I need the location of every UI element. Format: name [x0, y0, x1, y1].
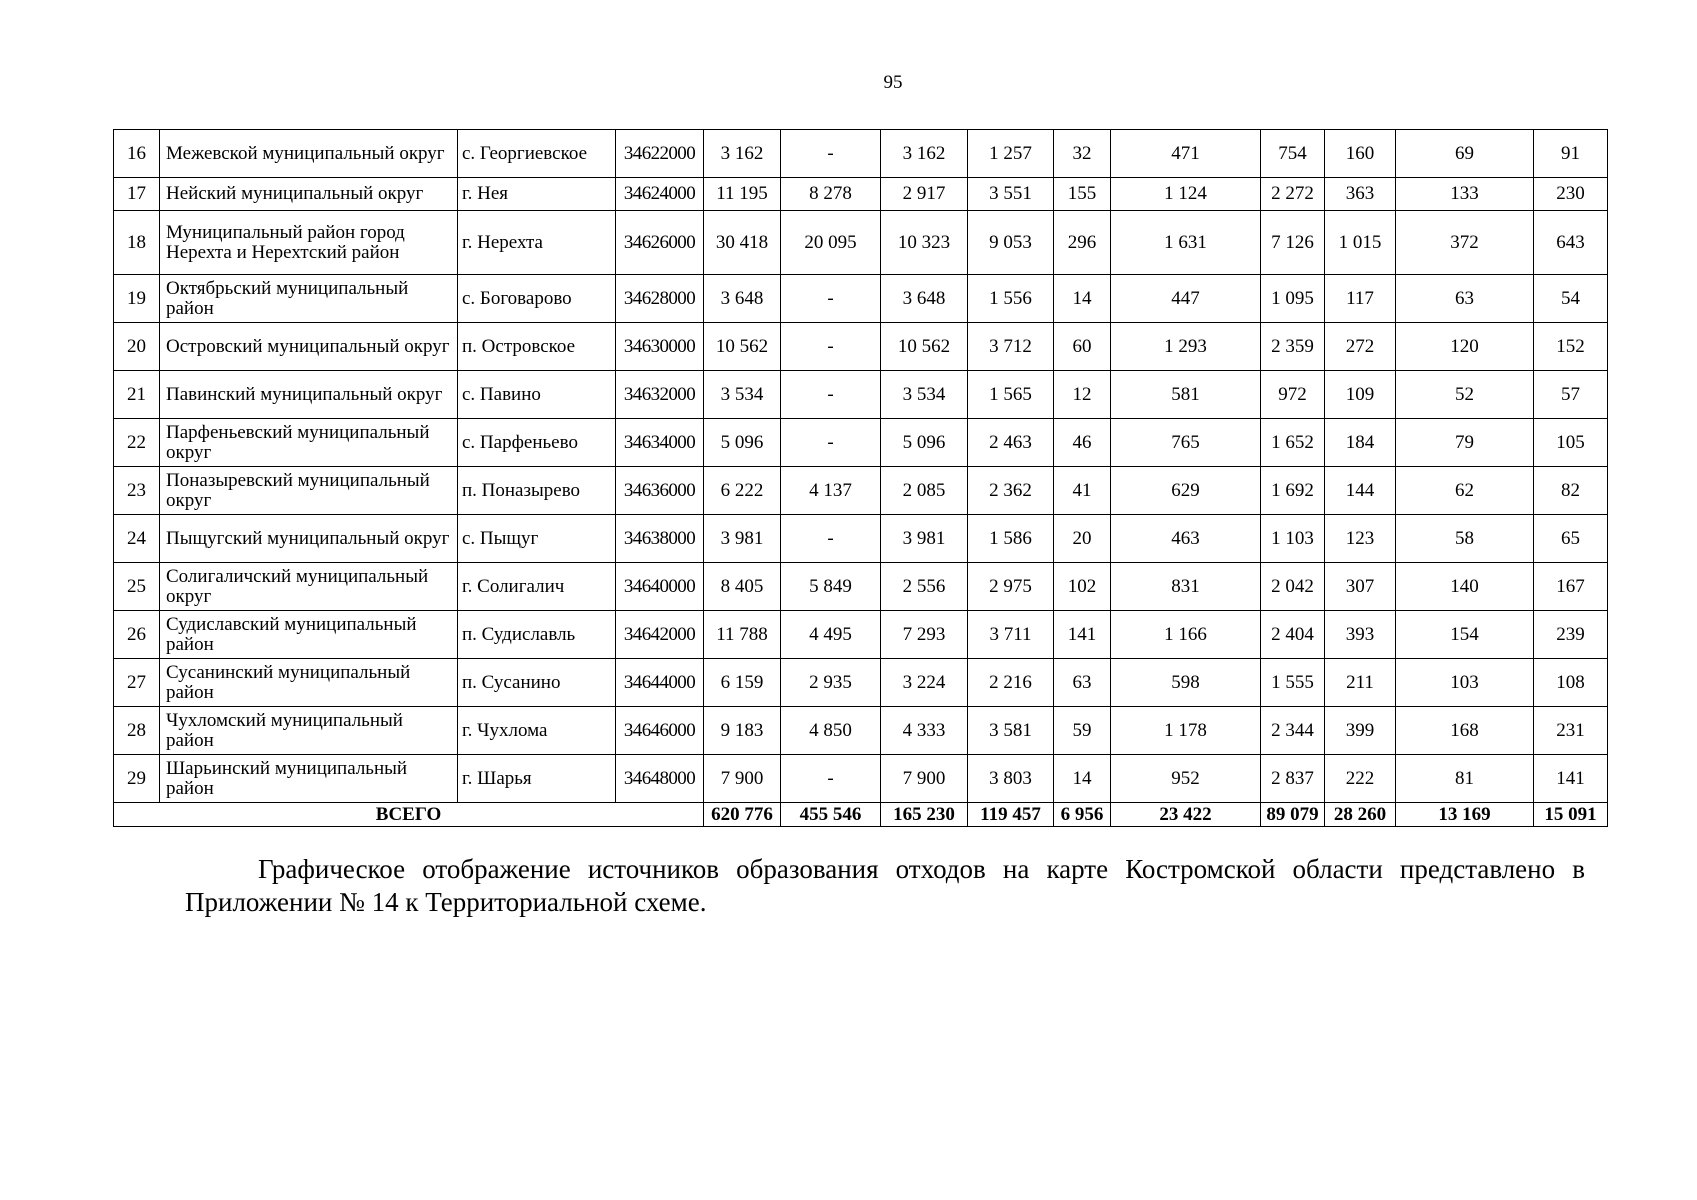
oktmo-code-cell: 34634000	[616, 419, 704, 467]
total-value-cell: 89 079	[1261, 803, 1325, 827]
total-value-cell: 165 230	[881, 803, 968, 827]
value-cell: 211	[1325, 659, 1396, 707]
value-cell: 831	[1111, 563, 1261, 611]
value-cell: 952	[1111, 755, 1261, 803]
value-cell: 7 900	[704, 755, 781, 803]
row-number-cell: 21	[114, 371, 160, 419]
value-cell: 11 788	[704, 611, 781, 659]
value-cell: 105	[1534, 419, 1608, 467]
total-value-cell: 15 091	[1534, 803, 1608, 827]
row-number-cell: 24	[114, 515, 160, 563]
row-number-cell: 17	[114, 178, 160, 211]
total-value-cell: 119 457	[968, 803, 1054, 827]
admin-center-cell: с. Боговарово	[458, 275, 616, 323]
value-cell: 3 981	[704, 515, 781, 563]
table-row	[114, 275, 1608, 323]
value-cell: 8 278	[781, 178, 881, 211]
value-cell: 1 692	[1261, 467, 1325, 515]
admin-center-cell: п. Островское	[458, 323, 616, 371]
municipality-name-cell: Муниципальный район город Нерехта и Нерехтский район	[160, 211, 458, 275]
value-cell: 133	[1396, 178, 1534, 211]
value-cell: 5 849	[781, 563, 881, 611]
value-cell: 1 015	[1325, 211, 1396, 275]
value-cell: 1 293	[1111, 323, 1261, 371]
value-cell: 7 126	[1261, 211, 1325, 275]
value-cell: 3 981	[881, 515, 968, 563]
municipality-name-cell: Судиславский муниципальный район	[160, 611, 458, 659]
value-cell: 372	[1396, 211, 1534, 275]
value-cell: 20 095	[781, 211, 881, 275]
value-cell: 2 216	[968, 659, 1054, 707]
value-cell: 2 404	[1261, 611, 1325, 659]
value-cell: 296	[1054, 211, 1111, 275]
oktmo-code-cell: 34630000	[616, 323, 704, 371]
value-cell: 1 556	[968, 275, 1054, 323]
value-cell: 46	[1054, 419, 1111, 467]
value-cell: 69	[1396, 130, 1534, 178]
value-cell: 20	[1054, 515, 1111, 563]
footer-text: Графическое отображение источников образования отходов на карте Костромской области представлено в Приложении № 14 к Территориальной схеме.	[185, 854, 1585, 917]
value-cell: 11 195	[704, 178, 781, 211]
oktmo-code-cell: 34632000	[616, 371, 704, 419]
admin-center-cell: г. Солигалич	[458, 563, 616, 611]
value-cell: 30 418	[704, 211, 781, 275]
value-cell: 2 344	[1261, 707, 1325, 755]
value-cell: 8 405	[704, 563, 781, 611]
table-row	[114, 659, 1608, 707]
value-cell: 471	[1111, 130, 1261, 178]
row-number-cell: 25	[114, 563, 160, 611]
table-row	[114, 419, 1608, 467]
value-cell: 2 272	[1261, 178, 1325, 211]
value-cell: 363	[1325, 178, 1396, 211]
value-cell: 91	[1534, 130, 1608, 178]
total-label: ВСЕГО	[114, 803, 704, 827]
value-cell: 63	[1396, 275, 1534, 323]
value-cell: 14	[1054, 755, 1111, 803]
value-cell: 14	[1054, 275, 1111, 323]
municipality-name-cell: Поназыревский муниципальный округ	[160, 467, 458, 515]
value-cell: 10 562	[704, 323, 781, 371]
value-cell: 152	[1534, 323, 1608, 371]
value-cell: 82	[1534, 467, 1608, 515]
value-cell: 7 293	[881, 611, 968, 659]
value-cell: 9 053	[968, 211, 1054, 275]
value-cell: 120	[1396, 323, 1534, 371]
oktmo-code-cell: 34622000	[616, 130, 704, 178]
value-cell: 109	[1325, 371, 1396, 419]
value-cell: 598	[1111, 659, 1261, 707]
total-value-cell: 13 169	[1396, 803, 1534, 827]
value-cell: 4 850	[781, 707, 881, 755]
value-cell: 2 042	[1261, 563, 1325, 611]
value-cell: 141	[1534, 755, 1608, 803]
value-cell: -	[781, 275, 881, 323]
row-number-cell: 22	[114, 419, 160, 467]
row-number-cell: 29	[114, 755, 160, 803]
page-number: 95	[883, 72, 903, 93]
row-number-cell: 20	[114, 323, 160, 371]
value-cell: 117	[1325, 275, 1396, 323]
value-cell: 41	[1054, 467, 1111, 515]
value-cell: 1 103	[1261, 515, 1325, 563]
admin-center-cell: г. Нея	[458, 178, 616, 211]
value-cell: 3 224	[881, 659, 968, 707]
value-cell: 62	[1396, 467, 1534, 515]
value-cell: 3 534	[704, 371, 781, 419]
value-cell: 9 183	[704, 707, 781, 755]
value-cell: 5 096	[881, 419, 968, 467]
oktmo-code-cell: 34640000	[616, 563, 704, 611]
municipality-name-cell: Межевской муниципальный округ	[160, 130, 458, 178]
value-cell: 2 935	[781, 659, 881, 707]
value-cell: 168	[1396, 707, 1534, 755]
municipality-name-cell: Чухломский муниципальный район	[160, 707, 458, 755]
admin-center-cell: п. Судиславль	[458, 611, 616, 659]
value-cell: -	[781, 755, 881, 803]
value-cell: 1 586	[968, 515, 1054, 563]
oktmo-code-cell: 34624000	[616, 178, 704, 211]
value-cell: -	[781, 371, 881, 419]
value-cell: 3 551	[968, 178, 1054, 211]
value-cell: 1 565	[968, 371, 1054, 419]
value-cell: 581	[1111, 371, 1261, 419]
total-row	[114, 803, 1608, 827]
value-cell: 231	[1534, 707, 1608, 755]
table-row	[114, 563, 1608, 611]
municipality-name-cell: Солигаличский муниципальный округ	[160, 563, 458, 611]
total-value-cell: 620 776	[704, 803, 781, 827]
value-cell: 81	[1396, 755, 1534, 803]
table-row	[114, 755, 1608, 803]
value-cell: 2 975	[968, 563, 1054, 611]
row-number-cell: 26	[114, 611, 160, 659]
value-cell: 59	[1054, 707, 1111, 755]
table-row	[114, 371, 1608, 419]
value-cell: -	[781, 515, 881, 563]
value-cell: 79	[1396, 419, 1534, 467]
value-cell: 12	[1054, 371, 1111, 419]
value-cell: 102	[1054, 563, 1111, 611]
admin-center-cell: с. Парфеньево	[458, 419, 616, 467]
table-row	[114, 211, 1608, 275]
value-cell: 1 555	[1261, 659, 1325, 707]
value-cell: 1 166	[1111, 611, 1261, 659]
value-cell: 154	[1396, 611, 1534, 659]
value-cell: 108	[1534, 659, 1608, 707]
value-cell: 463	[1111, 515, 1261, 563]
row-number-cell: 16	[114, 130, 160, 178]
value-cell: 5 096	[704, 419, 781, 467]
municipality-name-cell: Шарьинский муниципальный район	[160, 755, 458, 803]
admin-center-cell: с. Пыщуг	[458, 515, 616, 563]
value-cell: 1 178	[1111, 707, 1261, 755]
value-cell: 1 095	[1261, 275, 1325, 323]
value-cell: 123	[1325, 515, 1396, 563]
value-cell: 58	[1396, 515, 1534, 563]
row-number-cell: 23	[114, 467, 160, 515]
value-cell: 3 648	[881, 275, 968, 323]
value-cell: 1 124	[1111, 178, 1261, 211]
value-cell: 32	[1054, 130, 1111, 178]
value-cell: 754	[1261, 130, 1325, 178]
value-cell: 57	[1534, 371, 1608, 419]
row-number-cell: 18	[114, 211, 160, 275]
value-cell: 222	[1325, 755, 1396, 803]
oktmo-code-cell: 34642000	[616, 611, 704, 659]
municipality-name-cell: Островский муниципальный округ	[160, 323, 458, 371]
total-value-cell: 455 546	[781, 803, 881, 827]
oktmo-code-cell: 34636000	[616, 467, 704, 515]
admin-center-cell: с. Георгиевское	[458, 130, 616, 178]
value-cell: 3 712	[968, 323, 1054, 371]
admin-center-cell: г. Шарья	[458, 755, 616, 803]
value-cell: 52	[1396, 371, 1534, 419]
value-cell: 7 900	[881, 755, 968, 803]
oktmo-code-cell: 34628000	[616, 275, 704, 323]
footer-paragraph	[185, 853, 1585, 919]
value-cell: 629	[1111, 467, 1261, 515]
value-cell: 4 495	[781, 611, 881, 659]
value-cell: 643	[1534, 211, 1608, 275]
row-number-cell: 28	[114, 707, 160, 755]
value-cell: 140	[1396, 563, 1534, 611]
municipality-name-cell: Нейский муниципальный округ	[160, 178, 458, 211]
row-number-cell: 27	[114, 659, 160, 707]
oktmo-code-cell: 34638000	[616, 515, 704, 563]
value-cell: 3 648	[704, 275, 781, 323]
admin-center-cell: п. Сусанино	[458, 659, 616, 707]
value-cell: 4 137	[781, 467, 881, 515]
value-cell: 184	[1325, 419, 1396, 467]
value-cell: 4 333	[881, 707, 968, 755]
value-cell: 141	[1054, 611, 1111, 659]
value-cell: 447	[1111, 275, 1261, 323]
value-cell: 307	[1325, 563, 1396, 611]
value-cell: 10 323	[881, 211, 968, 275]
admin-center-cell: с. Павино	[458, 371, 616, 419]
municipality-name-cell: Парфеньевский муниципальный округ	[160, 419, 458, 467]
value-cell: 63	[1054, 659, 1111, 707]
value-cell: 972	[1261, 371, 1325, 419]
value-cell: -	[781, 130, 881, 178]
municipality-name-cell: Сусанинский муниципальный район	[160, 659, 458, 707]
value-cell: 10 562	[881, 323, 968, 371]
value-cell: 2 837	[1261, 755, 1325, 803]
waste-sources-table	[113, 129, 1608, 827]
value-cell: 3 534	[881, 371, 968, 419]
table-row	[114, 515, 1608, 563]
value-cell: 144	[1325, 467, 1396, 515]
total-value-cell: 28 260	[1325, 803, 1396, 827]
value-cell: 6 222	[704, 467, 781, 515]
value-cell: 239	[1534, 611, 1608, 659]
value-cell: 1 631	[1111, 211, 1261, 275]
table-row	[114, 323, 1608, 371]
oktmo-code-cell: 34648000	[616, 755, 704, 803]
value-cell: 393	[1325, 611, 1396, 659]
value-cell: 230	[1534, 178, 1608, 211]
value-cell: 65	[1534, 515, 1608, 563]
municipality-name-cell: Октябрьский муниципальный район	[160, 275, 458, 323]
table-row	[114, 611, 1608, 659]
oktmo-code-cell: 34626000	[616, 211, 704, 275]
value-cell: -	[781, 419, 881, 467]
value-cell: 272	[1325, 323, 1396, 371]
value-cell: 3 162	[881, 130, 968, 178]
total-value-cell: 6 956	[1054, 803, 1111, 827]
value-cell: 399	[1325, 707, 1396, 755]
value-cell: 54	[1534, 275, 1608, 323]
table-row	[114, 707, 1608, 755]
value-cell: 3 711	[968, 611, 1054, 659]
table-row	[114, 467, 1608, 515]
value-cell: 6 159	[704, 659, 781, 707]
value-cell: 155	[1054, 178, 1111, 211]
value-cell: 2 463	[968, 419, 1054, 467]
value-cell: 1 257	[968, 130, 1054, 178]
oktmo-code-cell: 34646000	[616, 707, 704, 755]
value-cell: 60	[1054, 323, 1111, 371]
oktmo-code-cell: 34644000	[616, 659, 704, 707]
admin-center-cell: г. Чухлома	[458, 707, 616, 755]
admin-center-cell: п. Поназырево	[458, 467, 616, 515]
value-cell: 2 556	[881, 563, 968, 611]
value-cell: 2 362	[968, 467, 1054, 515]
table-row	[114, 178, 1608, 211]
value-cell: 3 162	[704, 130, 781, 178]
value-cell: -	[781, 323, 881, 371]
municipality-name-cell: Павинский муниципальный округ	[160, 371, 458, 419]
value-cell: 3 803	[968, 755, 1054, 803]
value-cell: 103	[1396, 659, 1534, 707]
value-cell: 2 359	[1261, 323, 1325, 371]
value-cell: 160	[1325, 130, 1396, 178]
value-cell: 3 581	[968, 707, 1054, 755]
value-cell: 2 085	[881, 467, 968, 515]
total-value-cell: 23 422	[1111, 803, 1261, 827]
value-cell: 765	[1111, 419, 1261, 467]
row-number-cell: 19	[114, 275, 160, 323]
value-cell: 1 652	[1261, 419, 1325, 467]
value-cell: 2 917	[881, 178, 968, 211]
municipality-name-cell: Пыщугский муниципальный округ	[160, 515, 458, 563]
table-row	[114, 130, 1608, 178]
admin-center-cell: г. Нерехта	[458, 211, 616, 275]
value-cell: 167	[1534, 563, 1608, 611]
